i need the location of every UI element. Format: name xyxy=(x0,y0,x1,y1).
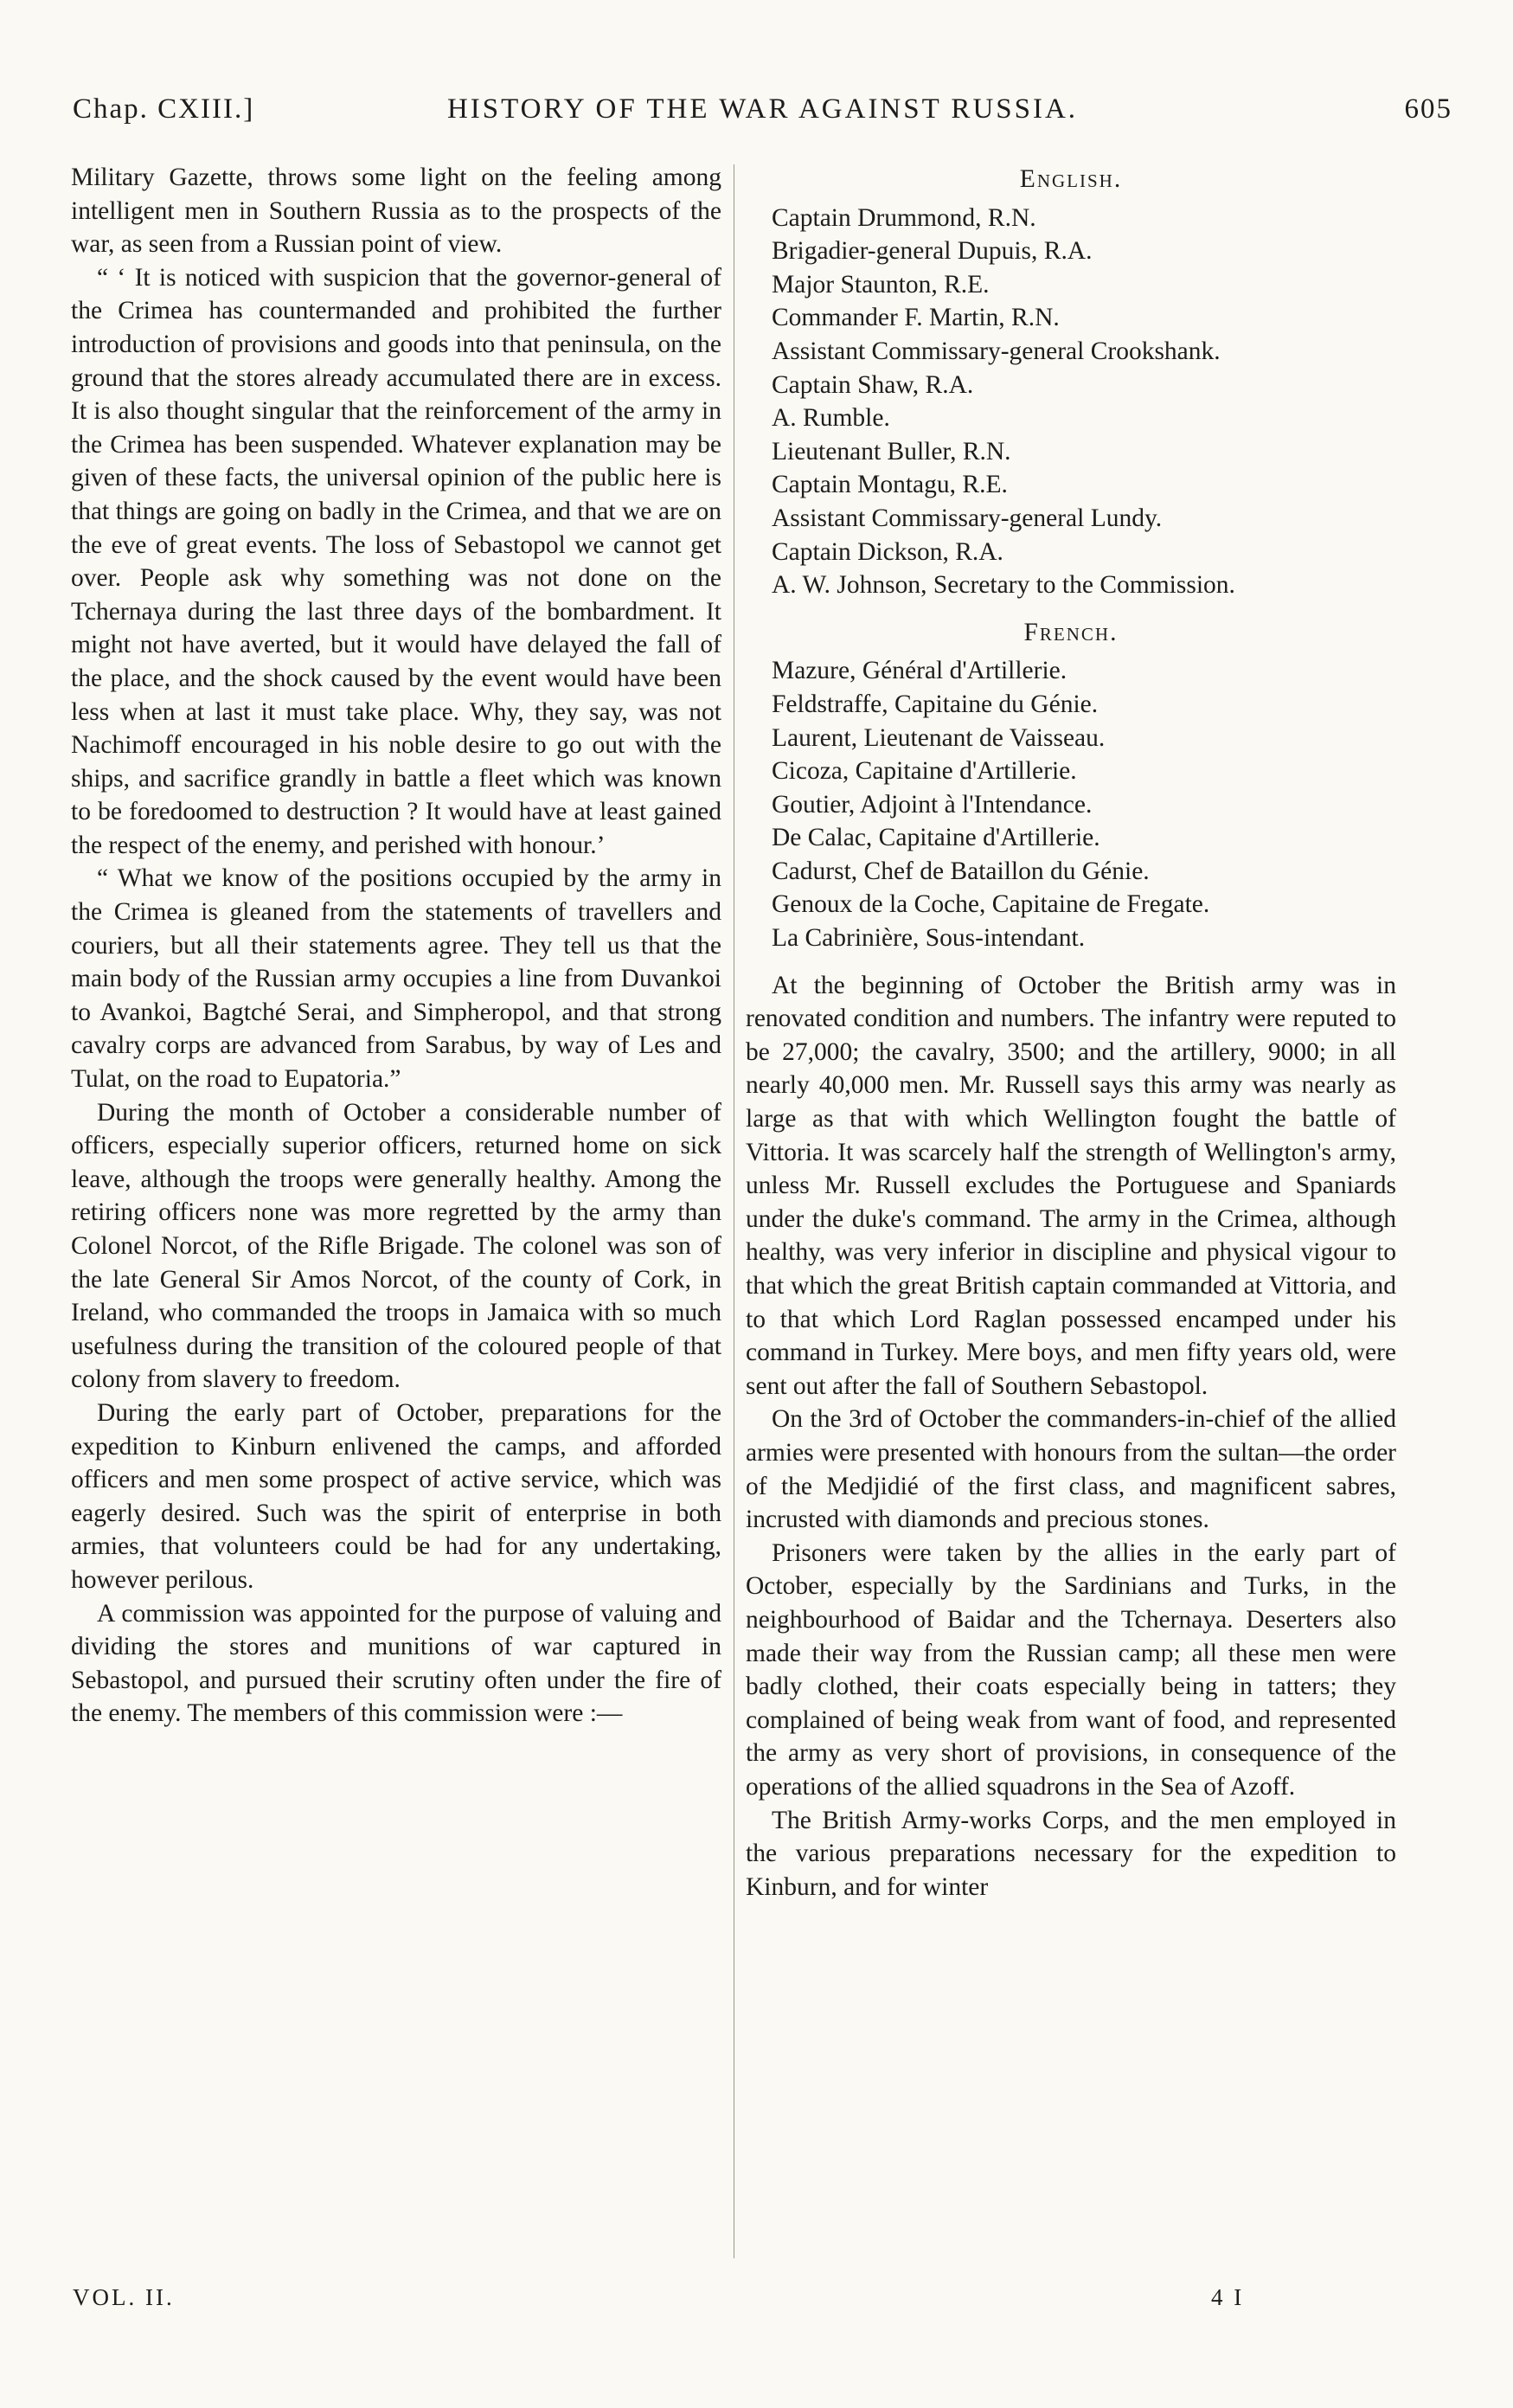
list-item: Captain Dickson, R.A. xyxy=(772,537,1003,566)
list-item: Captain Drummond, R.N. xyxy=(772,203,1036,232)
paragraph: Prisoners were taken by the allies in the early part of October, especially by the Sardinians and Turks, in the neighbourhood of Baidar and the Tchernaya. Deserters also made their way from the Russian camp; all these men were badly clothed, their coats especially being in tatters; they complained of being weak from want of food, and represented the army as very short of provisions, in consequence of the operations of the allied squadrons in the Sea of Azoff. xyxy=(746,1538,1396,1801)
paragraph: “ ‘ It is noticed with suspicion that the governor-general of the Crimea has countermanded and prohibited the further introduction of provisions and goods into that peninsula, on the ground that the stores already accumulated there are in excess. It is also thought singular that the reinforcement of the army in the Crimea has been suspended. Whatever explanation may be given of these facts, the universal opinion of the public here is that things are going on badly in the Crimea, and that we are on the eve of great events. The loss of Sebastopol we cannot get over. People ask why something was not done on the Tchernaya during the last three days of the bombardment. It might not have averted, but it would have delayed the fall of the place, and the shock caused by the event would have been less when at last it must take place. Why, they say, was not Nachimoff encouraged in his noble desire to go out with the ships, and sacrifice grandly in battle a fleet which was known to be foredoomed to destruction ? It would have at least gained the respect of the enemy, and perished with honour.’ xyxy=(71,263,721,859)
list-item: De Calac, Capitaine d'Artillerie. xyxy=(772,824,1100,852)
english-members-list xyxy=(772,202,1396,602)
list-item: A. Rumble. xyxy=(772,404,890,433)
list-item: Genoux de la Coche, Capitaine de Fregate. xyxy=(772,890,1210,919)
list-item: Commander F. Martin, R.N. xyxy=(772,304,1060,332)
list-item: Lieutenant Buller, R.N. xyxy=(772,437,1011,466)
paragraph: The British Army-works Corps, and the men employed in the various preparations necessary for the expedition to Kinburn, and for winter xyxy=(746,1806,1396,1901)
list-item: Goutier, Adjoint à l'Intendance. xyxy=(772,790,1093,819)
english-heading: English. xyxy=(1019,165,1123,193)
right-column xyxy=(746,161,1396,1904)
left-column xyxy=(71,161,721,1731)
list-item: Laurent, Lieutenant de Vaisseau. xyxy=(772,723,1106,752)
list-item: Mazure, Général d'Artillerie. xyxy=(772,657,1067,685)
paragraph: At the beginning of October the British army was in renovated condition and numbers. The infantry were reputed to be 27,000; the cavalry, 3500; and the artillery, 9000; in all nearly 40,000 men. Mr. Russell says this army was nearly as large as that with which Wellington fought the battle of Vittoria. It was scarcely half the strength of Wellington's army, unless Mr. Russell excludes the Portuguese and Spaniards under the duke's command. The army in the Crimea, although healthy, was very inferior in discipline and physical vigour to that which the great British captain commanded at Vittoria, and to that which Lord Raglan possessed encamped under his command in Turkey. Mere boys, and men fifty years old, were sent out after the fall of Southern Sebastopol. xyxy=(746,971,1396,1400)
signature-mark: 4 I xyxy=(1211,2284,1245,2310)
chapter-label: Chap. CXIII.] xyxy=(73,93,255,125)
paragraph: During the early part of October, preparations for the expedition to Kinburn enlivened the camps, and afforded officers and men some prospect of active service, which was eagerly desired. Such was the spirit of enterprise in both armies, that volunteers could be had for any undertaking, however perilous. xyxy=(71,1398,721,1594)
paragraph: On the 3rd of October the commanders-in-chief of the allied armies were presented with honours from the sultan—the order of the Medjidié of the first class, and magnificent sabres, incrusted with diamonds and precious stones. xyxy=(746,1405,1396,1534)
list-item: Cicoza, Capitaine d'Artillerie. xyxy=(772,757,1077,786)
paragraph: A commission was appointed for the purpose of valuing and dividing the stores and munitions of war captured in Sebastopol, and pursued their scrutiny often under the fire of the enemy. The members of this commission were :— xyxy=(71,1599,721,1728)
paragraph: Military Gazette, throws some light on the feeling among intelligent men in Southern Russia as to the prospects of the war, as seen from a Russian point of view. xyxy=(71,164,721,259)
list-item: Major Staunton, R.E. xyxy=(772,270,990,299)
page-number: 605 xyxy=(1404,93,1452,125)
list-item: Brigadier-general Dupuis, R.A. xyxy=(772,237,1093,266)
list-item: Captain Shaw, R.A. xyxy=(772,370,974,399)
list-item: Feldstraffe, Capitaine du Génie. xyxy=(772,690,1099,718)
list-item: Captain Montagu, R.E. xyxy=(772,471,1008,499)
list-item: Assistant Commissary-general Crookshank. xyxy=(772,337,1221,365)
running-title: HISTORY OF THE WAR AGAINST RUSSIA. xyxy=(446,93,1079,125)
paragraph: During the month of October a considerable number of officers, especially superior officers, returned home on sick leave, although the troops were generally healthy. Among the retiring officers none was more regretted by the army than Colonel Norcot, of the Rifle Brigade. The colonel was son of the late General Sir Amos Norcot, of the county of Cork, in Ireland, who commanded the troops in Jamaica with so much usefulness during the transition of the coloured people of that colony from slavery to freedom. xyxy=(71,1098,721,1394)
running-header xyxy=(73,93,1452,137)
french-heading: French. xyxy=(1023,618,1119,646)
french-members-list xyxy=(772,654,1396,954)
list-item: Cadurst, Chef de Bataillon du Génie. xyxy=(772,857,1150,885)
list-item: Assistant Commissary-general Lundy. xyxy=(772,504,1163,532)
paragraph: “ What we know of the positions occupied by the army in the Crimea is gleaned from the statements of travellers and couriers, but all their statements agree. They tell us that the main body of the Russian army occupies a line from Duvankoi to Avankoi, Bagtché Serai, and Simpheropol, and that strong cavalry corps are advanced from Sarabus, by way of Les and Tulat, on the road to Eupatoria.” xyxy=(71,864,721,1094)
list-item: A. W. Johnson, Secretary to the Commission. xyxy=(772,571,1235,600)
volume-label: VOL. II. xyxy=(73,2284,175,2310)
list-item: La Cabrinière, Sous-intendant. xyxy=(772,924,1086,953)
